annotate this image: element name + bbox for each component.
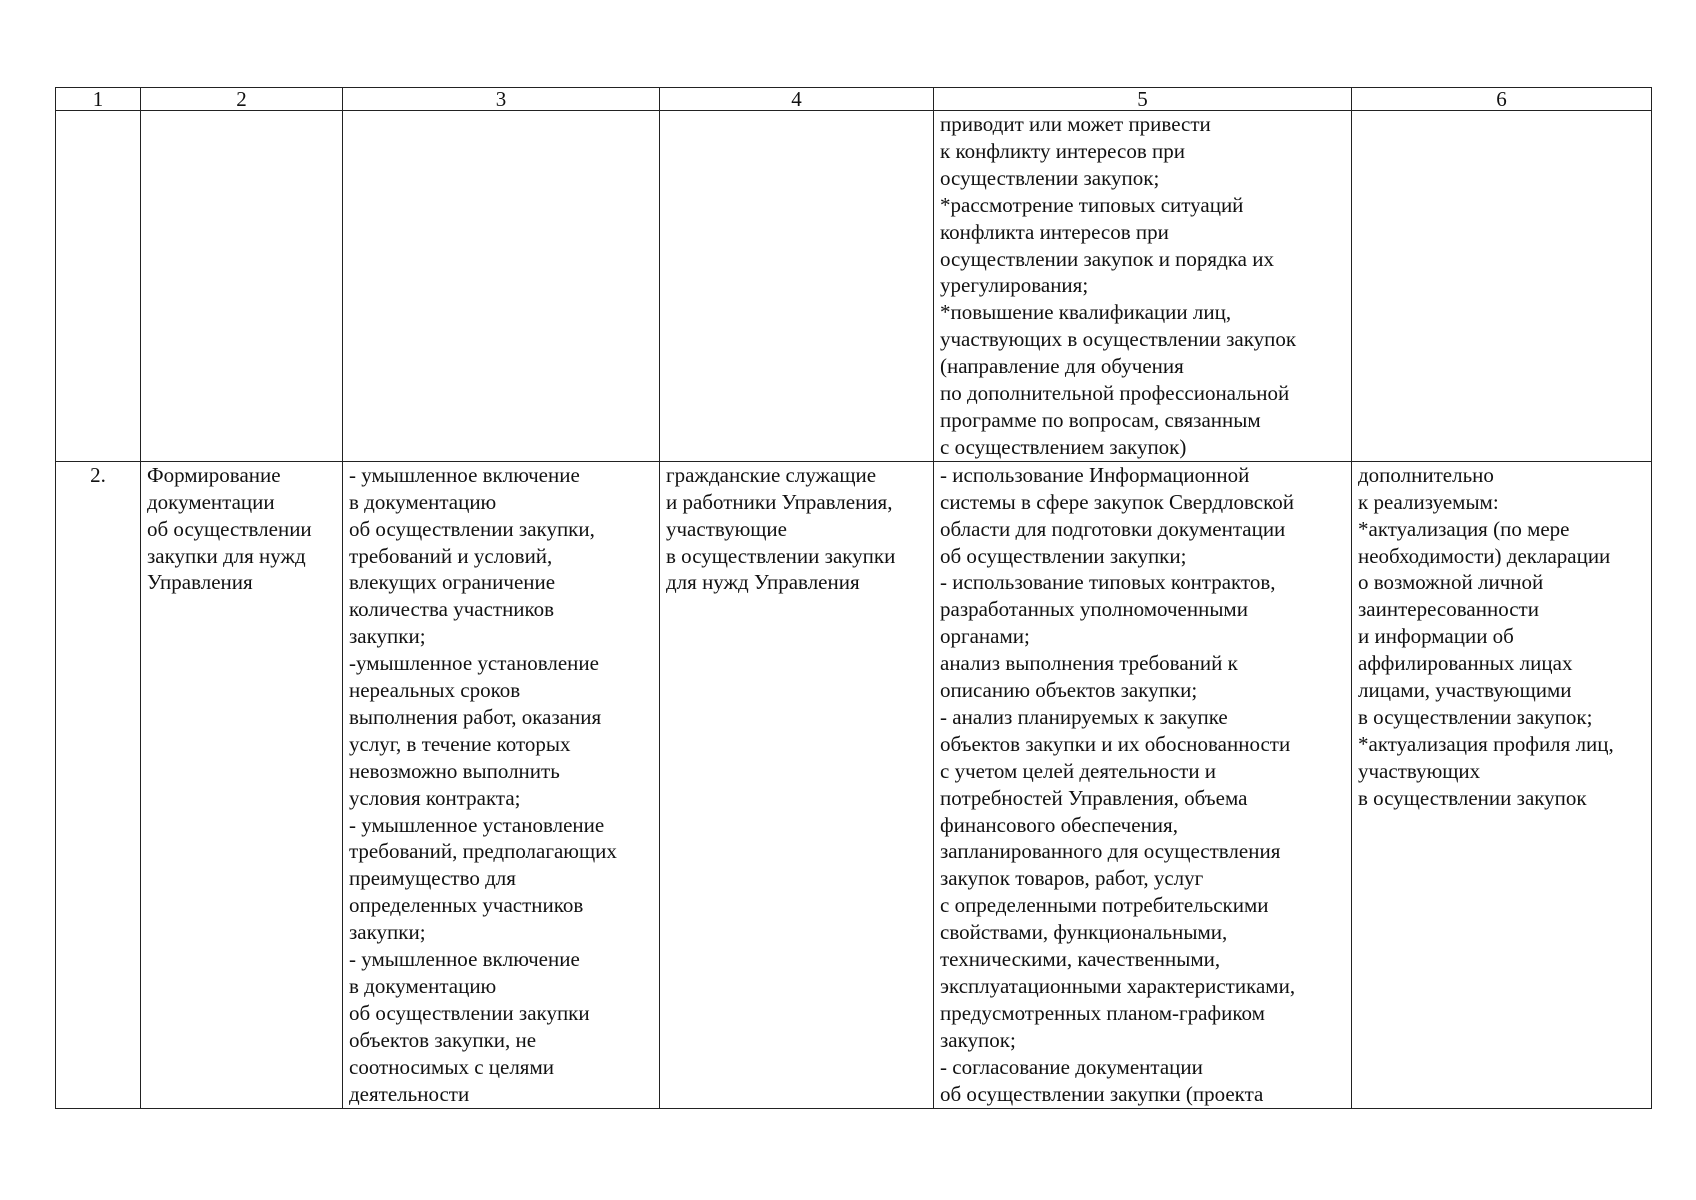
- cell-text-line: с определенными потребительскими: [940, 893, 1269, 918]
- cell-text-line: участвующих: [1358, 758, 1481, 783]
- cell-text-line: - анализ планируемых к закупке: [940, 704, 1228, 729]
- cell-text-line: количества участников: [349, 597, 555, 622]
- cell-text-line: органами;: [940, 624, 1030, 649]
- cell-text-line: Формирование: [147, 462, 281, 487]
- cell-text-line: лицами, участвующими: [1358, 678, 1572, 703]
- cell-text-line: -умышленное установление: [349, 651, 599, 676]
- measures-cell: [934, 111, 1352, 462]
- cell-text-line: закупок;: [940, 1027, 1016, 1052]
- cell-text-line: - умышленное включение: [349, 462, 580, 487]
- cell-text-line: *повышение квалификации лиц,: [940, 300, 1232, 325]
- cell-text-line: объектов закупки, не: [349, 1027, 537, 1052]
- cell-text-line: приводит или может привести: [940, 112, 1211, 136]
- cell-text-line: - использование типовых контрактов,: [940, 570, 1276, 595]
- cell-text-line: требований и условий,: [349, 543, 553, 568]
- table-header-row: [56, 88, 1652, 111]
- process-name-cell: [141, 461, 343, 1108]
- cell-text-line: *актуализация профиля лиц,: [1358, 731, 1614, 756]
- cell-text-line: объектов закупки и их обоснованности: [940, 731, 1291, 756]
- officials-cell: [660, 461, 934, 1108]
- cell-text-line: *актуализация (по мере: [1358, 516, 1570, 541]
- cell-text-line: в осуществлении закупок;: [1358, 704, 1593, 729]
- table-row: [56, 111, 1652, 462]
- risks-cell: [343, 111, 660, 462]
- cell-text-line: (направление для обучения: [940, 354, 1184, 379]
- cell-text-line: участвующие: [666, 516, 787, 541]
- cell-text-line: определенных участников: [349, 893, 584, 918]
- cell-text-line: закупки для нужд: [147, 543, 306, 568]
- cell-text-line: невозможно выполнить: [349, 758, 560, 783]
- cell-text-line: конфликта интересов при: [940, 219, 1169, 244]
- cell-text-line: *рассмотрение типовых ситуаций: [940, 192, 1244, 217]
- cell-text-line: аффилированных лицах: [1358, 651, 1573, 676]
- measures-cell: [934, 461, 1352, 1108]
- cell-text-line: техническими, качественными,: [940, 947, 1221, 972]
- cell-text-line: с учетом целей деятельности и: [940, 758, 1217, 783]
- header-cell: 4: [660, 88, 934, 111]
- cell-text-line: осуществлении закупок и порядка их: [940, 246, 1274, 271]
- cell-text-line: об осуществлении закупки;: [940, 543, 1187, 568]
- cell-text-line: - согласование документации: [940, 1054, 1203, 1079]
- cell-text-line: в осуществлении закупок: [1358, 785, 1587, 810]
- header-cell: 6: [1352, 88, 1652, 111]
- cell-text-line: влекущих ограничение: [349, 570, 556, 595]
- cell-text-line: запланированного для осуществления: [940, 839, 1281, 864]
- cell-text-line: требований, предполагающих: [349, 839, 617, 864]
- cell-text-line: - умышленное включение: [349, 947, 580, 972]
- cell-text-line: выполнения работ, оказания: [349, 704, 602, 729]
- cell-text-line: программе по вопросам, связанным: [940, 407, 1261, 432]
- cell-text-line: закупок товаров, работ, услуг: [940, 866, 1204, 891]
- cell-text-line: заинтересованности: [1358, 597, 1539, 622]
- additional-measures-cell: [1352, 111, 1652, 462]
- process-name-cell: [141, 111, 343, 462]
- header-cell: 2: [141, 88, 343, 111]
- cell-text-line: соотносимых с целями: [349, 1054, 554, 1079]
- risk-table: [55, 87, 1652, 1109]
- cell-text-line: урегулирования;: [940, 273, 1089, 298]
- cell-text-line: предусмотренных планом-графиком: [940, 1000, 1265, 1025]
- row-number-cell: 2.: [56, 461, 141, 1108]
- cell-text-line: условия контракта;: [349, 785, 521, 810]
- cell-text-line: документации: [147, 489, 275, 514]
- cell-text-line: в документацию: [349, 489, 497, 514]
- cell-text-line: в осуществлении закупки: [666, 543, 896, 568]
- cell-text-line: к реализуемым:: [1358, 489, 1499, 514]
- cell-text-line: анализ выполнения требований к: [940, 651, 1238, 676]
- cell-text-line: услуг, в течение которых: [349, 731, 571, 756]
- cell-text-line: об осуществлении закупки: [349, 1000, 590, 1025]
- cell-text-line: Управления: [147, 570, 253, 595]
- cell-text-line: разработанных уполномоченными: [940, 597, 1248, 622]
- cell-text-line: с осуществлением закупок): [940, 434, 1187, 459]
- cell-text-line: для нужд Управления: [666, 570, 860, 595]
- cell-text-line: об осуществлении закупки,: [349, 516, 595, 541]
- cell-text-line: нереальных сроков: [349, 678, 521, 703]
- cell-text-line: преимущество для: [349, 866, 516, 891]
- cell-text-line: закупки;: [349, 920, 426, 945]
- cell-text-line: гражданские служащие: [666, 462, 877, 487]
- table-row: [56, 461, 1652, 1108]
- cell-text-line: необходимости) декларации: [1358, 543, 1611, 568]
- cell-text-line: в документацию: [349, 974, 497, 998]
- cell-text-line: системы в сфере закупок Свердловской: [940, 489, 1294, 514]
- cell-text-line: об осуществлении: [147, 516, 312, 541]
- cell-text-line: свойствами, функциональными,: [940, 920, 1228, 945]
- cell-text-line: дополнительно: [1358, 462, 1494, 487]
- cell-text-line: и работники Управления,: [666, 489, 893, 514]
- cell-text-line: осуществлении закупок;: [940, 165, 1160, 190]
- cell-text-line: к конфликту интересов при: [940, 138, 1185, 163]
- cell-text-line: области для подготовки документации: [940, 516, 1286, 541]
- cell-text-line: деятельности: [349, 1081, 470, 1106]
- cell-text-line: - использование Информационной: [940, 462, 1250, 487]
- risks-cell: [343, 461, 660, 1108]
- row-number-cell: [56, 111, 141, 462]
- cell-text-line: эксплуатационными характеристиками,: [940, 974, 1296, 998]
- cell-text-line: об осуществлении закупки (проекта: [940, 1081, 1264, 1106]
- cell-text-line: закупки;: [349, 624, 426, 649]
- header-cell: 3: [343, 88, 660, 111]
- cell-text-line: о возможной личной: [1358, 570, 1544, 595]
- cell-text-line: участвующих в осуществлении закупок: [940, 327, 1297, 352]
- cell-text-line: описанию объектов закупки;: [940, 678, 1198, 703]
- additional-measures-cell: [1352, 461, 1652, 1108]
- cell-text-line: потребностей Управления, объема: [940, 785, 1248, 810]
- header-cell: 1: [56, 88, 141, 111]
- officials-cell: [660, 111, 934, 462]
- cell-text-line: по дополнительной профессиональной: [940, 381, 1290, 406]
- header-cell: 5: [934, 88, 1352, 111]
- cell-text-line: и информации об: [1358, 624, 1514, 649]
- cell-text-line: финансового обеспечения,: [940, 812, 1178, 837]
- cell-text-line: - умышленное установление: [349, 812, 605, 837]
